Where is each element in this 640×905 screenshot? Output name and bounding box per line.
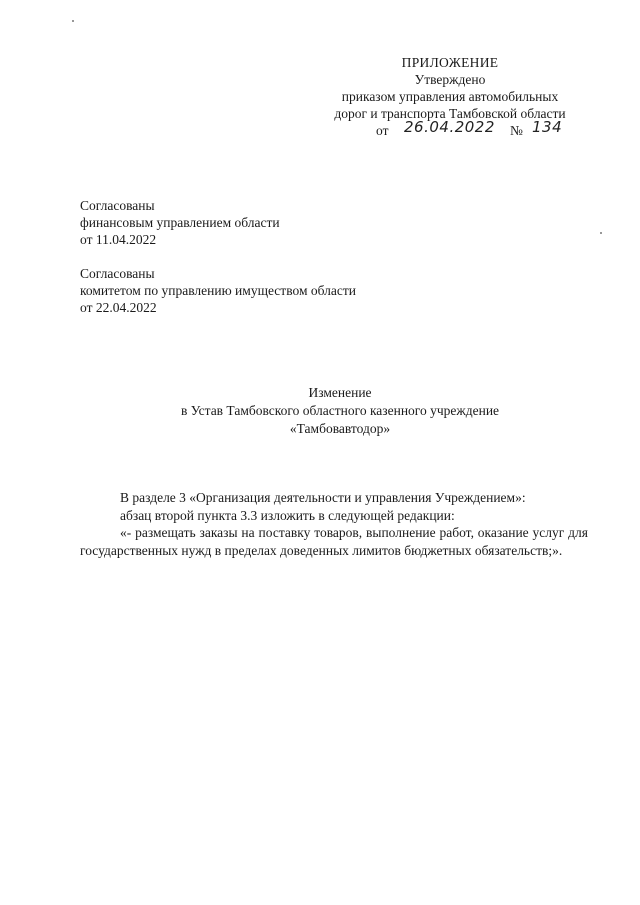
- appendix-block: [300, 54, 600, 142]
- order-line-1: приказом управления автомобильных: [341, 89, 559, 104]
- title-line-2: в Устав Тамбовского областного казенного учреждение: [180, 403, 500, 418]
- date-number-line: [300, 118, 600, 142]
- body-paragraph-1: В разделе 3 «Организация деятельности и управления Учреждением»:: [120, 490, 526, 505]
- title-line-3: «Тамбовавтодор»: [289, 421, 391, 436]
- agreed-finance-line-3: от 11.04.2022: [80, 232, 157, 247]
- document-body: [80, 489, 588, 559]
- agreed-property-line-1: Согласованы: [80, 266, 155, 281]
- document-title: [100, 384, 580, 438]
- agreed-property-line-2: комитетом по управлению имуществом области: [80, 283, 357, 298]
- handwritten-date: 26.04.2022: [404, 118, 495, 136]
- appendix-heading: ПРИЛОЖЕНИЕ: [401, 55, 499, 70]
- number-prefix: №: [510, 123, 523, 138]
- title-line-1: Изменение: [308, 385, 372, 400]
- agreed-finance-line-1: Согласованы: [80, 198, 155, 213]
- agreed-finance-block: [80, 197, 280, 248]
- handwritten-number: 134: [532, 118, 563, 136]
- date-prefix: от: [376, 123, 389, 138]
- approved-label: Утверждено: [414, 72, 486, 87]
- scan-speck: [600, 232, 602, 234]
- order-line-2: дорог и транспорта Тамбовской области: [334, 106, 566, 121]
- body-paragraph-2: абзац второй пункта 3.3 изложить в следующей редакции:: [120, 507, 455, 523]
- agreed-finance-line-2: финансовым управлением области: [80, 215, 280, 230]
- agreed-property-line-3: от 22.04.2022: [80, 300, 157, 315]
- body-paragraph-3: «- размещать заказы на поставку товаров, выполнение работ, оказание услуг для государственных нужд в пределах доведенных лимитов бюджетных обязательств;».: [80, 525, 588, 558]
- scan-speck: [72, 20, 74, 22]
- agreed-property-block: [80, 265, 356, 316]
